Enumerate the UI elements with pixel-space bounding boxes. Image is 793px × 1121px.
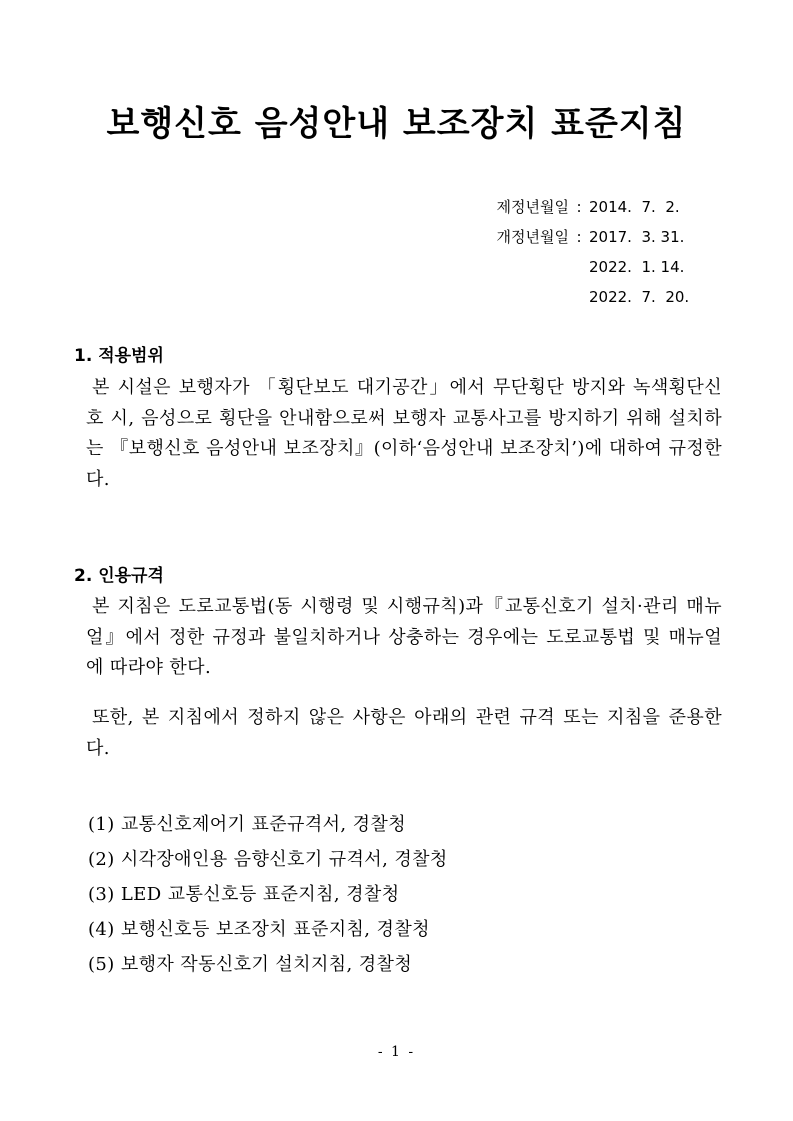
date-value: 2022. 7. 20. <box>589 288 690 306</box>
date-label <box>470 282 569 312</box>
date-value: 2014. 7. 2. <box>589 198 680 216</box>
reference-item: (3) LED 교통신호등 표준지침, 경찰청 <box>88 884 400 905</box>
paragraph-text: 본 지침은 도로교통법(동 시행령 및 시행규칙)과『교통신호기 설치·관리 매뉴얼』에서 정한 규정과 불일치하거나 상충하는 경우에는 도로교통법 및 매뉴얼에 따라야 한다. <box>86 596 722 678</box>
date-label <box>470 252 569 282</box>
reference-list <box>88 807 448 982</box>
reference-item: (5) 보행자 작동신호기 설치지침, 경찰청 <box>88 954 413 975</box>
section-paragraph <box>86 703 722 764</box>
date-label: 제정년월일 <box>496 198 569 216</box>
reference-item: (1) 교통신호제어기 표준규격서, 경찰청 <box>88 814 407 835</box>
section-heading-scope: 1. 적용범위 <box>74 346 164 366</box>
paragraph-text: 본 시설은 보행자가 「횡단보도 대기공간」에서 무단횡단 방지와 녹색횡단신호 시, 음성으로 횡단을 안내함으로써 보행자 교통사고를 방지하기 위해 설치하는 『보행신호 음성안내 보조장치』(이하‘음성안내 보조장치’)에 대하여 규정한다. <box>86 377 722 490</box>
date-value: 2022. 1. 14. <box>589 258 685 276</box>
date-row <box>470 282 770 312</box>
section-heading-references: 2. 인용규격 <box>74 566 164 586</box>
date-value: 2017. 3. 31. <box>589 228 685 246</box>
section-paragraph <box>86 373 722 495</box>
date-label: 개정년월일 <box>496 228 569 246</box>
section-paragraph <box>86 592 722 684</box>
document-title: 보행신호 음성안내 보조장치 표준지침 <box>106 104 687 144</box>
page-number: - 1 - <box>377 1044 416 1060</box>
date-colon: : <box>576 198 582 216</box>
reference-item: (2) 시각장애인용 음향신호기 규격서, 경찰청 <box>88 849 448 870</box>
date-row <box>470 222 770 252</box>
reference-item: (4) 보행신호등 보조장치 표준지침, 경찰청 <box>88 919 430 940</box>
paragraph-text: 또한, 본 지침에서 정하지 않은 사항은 아래의 관련 규격 또는 지침을 준용한다. <box>86 707 722 759</box>
date-colon <box>569 252 589 282</box>
revision-dates <box>470 192 770 312</box>
date-colon <box>569 282 589 312</box>
date-row <box>470 192 770 222</box>
date-colon: : <box>576 228 582 246</box>
date-row <box>470 252 770 282</box>
